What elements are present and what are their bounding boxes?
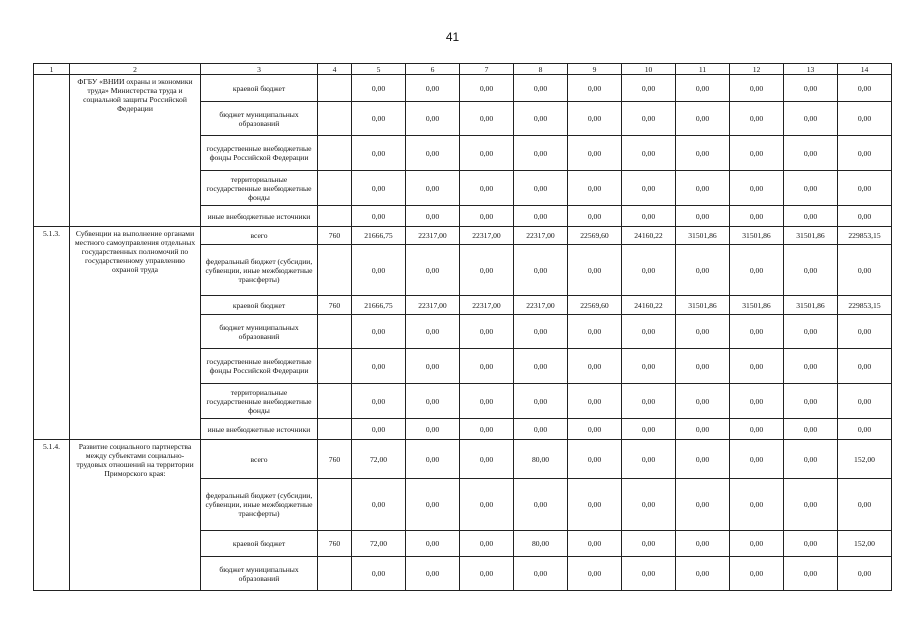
amount-cell: 0,00 [784,245,838,296]
amount-cell: 0,00 [460,440,514,479]
funding-source: иные внебюджетные источники [201,206,318,227]
amount-cell: 0,00 [622,102,676,136]
amount-cell: 0,00 [568,557,622,591]
funding-source: территориальные государственные внебюджетные фонды [201,171,318,206]
amount-cell: 0,00 [568,349,622,384]
amount-cell: 0,00 [514,136,568,171]
amount-cell: 0,00 [622,206,676,227]
amount-cell: 31501,86 [730,296,784,315]
amount-cell: 0,00 [784,75,838,102]
amount-cell: 0,00 [460,349,514,384]
page-number: 41 [445,30,460,44]
amount-cell: 0,00 [676,479,730,531]
amount-cell: 0,00 [406,384,460,419]
budget-code [318,479,352,531]
budget-code [318,171,352,206]
amount-cell: 0,00 [676,349,730,384]
amount-cell: 0,00 [514,102,568,136]
amount-cell: 0,00 [730,557,784,591]
column-header: 8 [514,64,568,75]
amount-cell: 0,00 [352,479,406,531]
amount-cell: 0,00 [784,102,838,136]
amount-cell: 0,00 [784,206,838,227]
amount-cell: 80,00 [514,440,568,479]
amount-cell: 0,00 [568,531,622,557]
funding-source: федеральный бюджет (субсидии, субвенции, иные межбюджетные трансферты) [201,245,318,296]
amount-cell: 0,00 [676,315,730,349]
amount-cell: 0,00 [568,75,622,102]
amount-cell: 0,00 [568,440,622,479]
table-row [34,75,892,102]
amount-cell: 152,00 [838,440,892,479]
amount-cell: 0,00 [514,245,568,296]
amount-cell: 0,00 [460,531,514,557]
amount-cell: 0,00 [784,384,838,419]
amount-cell: 0,00 [406,171,460,206]
amount-cell: 0,00 [352,557,406,591]
amount-cell: 0,00 [730,349,784,384]
amount-cell: 0,00 [568,479,622,531]
item-number: 5.1.4. [34,440,70,591]
amount-cell: 0,00 [514,479,568,531]
budget-code [318,75,352,102]
amount-cell: 0,00 [568,419,622,440]
amount-cell: 0,00 [460,557,514,591]
column-header: 10 [622,64,676,75]
amount-cell: 0,00 [784,440,838,479]
amount-cell: 22317,00 [406,296,460,315]
amount-cell: 0,00 [784,557,838,591]
amount-cell: 0,00 [352,75,406,102]
column-header: 14 [838,64,892,75]
amount-cell: 0,00 [784,171,838,206]
column-header: 2 [70,64,201,75]
amount-cell: 0,00 [568,102,622,136]
amount-cell: 0,00 [460,171,514,206]
item-name: Развитие социального партнерства между субъектами социально-трудовых отношений на территории Приморского края: [70,440,201,591]
budget-code [318,136,352,171]
amount-cell: 0,00 [406,75,460,102]
amount-cell: 31501,86 [784,296,838,315]
amount-cell: 0,00 [514,384,568,419]
amount-cell: 0,00 [568,136,622,171]
budget-code [318,245,352,296]
amount-cell: 0,00 [460,315,514,349]
amount-cell: 0,00 [352,102,406,136]
funding-source: иные внебюджетные источники [201,419,318,440]
header-row [34,64,892,75]
amount-cell: 0,00 [352,384,406,419]
amount-cell: 31501,86 [730,227,784,245]
amount-cell: 22317,00 [460,296,514,315]
item-name: ФГБУ «ВНИИ охраны и экономики труда» Министерства труда и социальной защиты Российской Федерации [70,75,201,227]
column-header: 13 [784,64,838,75]
amount-cell: 0,00 [622,171,676,206]
funding-source: бюджет муниципальных образований [201,102,318,136]
amount-cell: 0,00 [622,479,676,531]
amount-cell: 0,00 [676,557,730,591]
amount-cell: 24160,22 [622,296,676,315]
amount-cell: 0,00 [460,245,514,296]
column-header: 6 [406,64,460,75]
amount-cell: 0,00 [730,531,784,557]
amount-cell: 0,00 [730,384,784,419]
amount-cell: 0,00 [514,419,568,440]
amount-cell: 21666,75 [352,227,406,245]
amount-cell: 0,00 [730,315,784,349]
amount-cell: 0,00 [406,419,460,440]
amount-cell: 0,00 [784,419,838,440]
budget-code: 760 [318,227,352,245]
amount-cell: 0,00 [730,171,784,206]
amount-cell: 0,00 [514,557,568,591]
amount-cell: 0,00 [784,136,838,171]
column-header: 3 [201,64,318,75]
amount-cell: 0,00 [838,206,892,227]
amount-cell: 0,00 [622,384,676,419]
amount-cell: 0,00 [406,206,460,227]
budget-table [33,63,892,591]
amount-cell: 31501,86 [676,296,730,315]
item-number [34,75,70,227]
amount-cell: 0,00 [838,171,892,206]
funding-source: краевой бюджет [201,296,318,315]
amount-cell: 0,00 [406,440,460,479]
amount-cell: 72,00 [352,531,406,557]
amount-cell: 0,00 [838,75,892,102]
column-header: 7 [460,64,514,75]
amount-cell: 0,00 [460,102,514,136]
amount-cell: 0,00 [568,206,622,227]
column-header: 9 [568,64,622,75]
amount-cell: 0,00 [730,245,784,296]
amount-cell: 0,00 [838,419,892,440]
amount-cell: 0,00 [676,206,730,227]
amount-cell: 72,00 [352,440,406,479]
amount-cell: 0,00 [676,384,730,419]
budget-code [318,557,352,591]
amount-cell: 0,00 [622,557,676,591]
column-header: 12 [730,64,784,75]
amount-cell: 0,00 [514,206,568,227]
budget-code [318,384,352,419]
funding-source: бюджет муниципальных образований [201,557,318,591]
amount-cell: 0,00 [568,245,622,296]
amount-cell: 0,00 [730,136,784,171]
amount-cell: 0,00 [352,315,406,349]
amount-cell: 0,00 [676,419,730,440]
amount-cell: 0,00 [460,419,514,440]
amount-cell: 0,00 [460,75,514,102]
amount-cell: 0,00 [838,136,892,171]
amount-cell: 31501,86 [784,227,838,245]
amount-cell: 0,00 [622,75,676,102]
budget-code: 760 [318,296,352,315]
amount-cell: 0,00 [460,384,514,419]
amount-cell: 0,00 [460,136,514,171]
amount-cell: 22569,60 [568,227,622,245]
amount-cell: 0,00 [406,102,460,136]
amount-cell: 0,00 [568,171,622,206]
amount-cell: 0,00 [352,136,406,171]
amount-cell: 0,00 [676,531,730,557]
amount-cell: 0,00 [406,349,460,384]
amount-cell: 0,00 [730,440,784,479]
amount-cell: 229853,15 [838,296,892,315]
amount-cell: 21666,75 [352,296,406,315]
amount-cell: 0,00 [352,206,406,227]
amount-cell: 152,00 [838,531,892,557]
amount-cell: 22317,00 [406,227,460,245]
amount-cell: 22317,00 [460,227,514,245]
amount-cell: 0,00 [730,479,784,531]
amount-cell: 0,00 [838,245,892,296]
amount-cell: 0,00 [622,440,676,479]
column-header: 5 [352,64,406,75]
amount-cell: 0,00 [838,349,892,384]
amount-cell: 24160,22 [622,227,676,245]
amount-cell: 0,00 [514,75,568,102]
funding-source: краевой бюджет [201,531,318,557]
amount-cell: 0,00 [406,136,460,171]
amount-cell: 0,00 [784,479,838,531]
amount-cell: 0,00 [406,531,460,557]
funding-source: всего [201,440,318,479]
amount-cell: 22317,00 [514,296,568,315]
amount-cell: 0,00 [352,419,406,440]
amount-cell: 0,00 [730,206,784,227]
amount-cell: 80,00 [514,531,568,557]
amount-cell: 0,00 [676,245,730,296]
amount-cell: 0,00 [730,419,784,440]
amount-cell: 0,00 [784,349,838,384]
item-number: 5.1.3. [34,227,70,440]
amount-cell: 0,00 [730,75,784,102]
amount-cell: 229853,15 [838,227,892,245]
budget-code: 760 [318,531,352,557]
amount-cell: 0,00 [838,102,892,136]
amount-cell: 0,00 [730,102,784,136]
amount-cell: 0,00 [676,102,730,136]
table-row [34,440,892,479]
amount-cell: 0,00 [838,557,892,591]
funding-source: государственные внебюджетные фонды Российской Федерации [201,349,318,384]
amount-cell: 0,00 [352,349,406,384]
funding-source: краевой бюджет [201,75,318,102]
amount-cell: 0,00 [676,171,730,206]
amount-cell: 0,00 [676,75,730,102]
amount-cell: 0,00 [406,245,460,296]
amount-cell: 0,00 [622,419,676,440]
amount-cell: 0,00 [568,384,622,419]
amount-cell: 0,00 [676,136,730,171]
budget-code: 760 [318,440,352,479]
amount-cell: 0,00 [622,531,676,557]
amount-cell: 31501,86 [676,227,730,245]
funding-source: территориальные государственные внебюджетные фонды [201,384,318,419]
budget-code [318,315,352,349]
funding-source: бюджет муниципальных образований [201,315,318,349]
funding-source: государственные внебюджетные фонды Российской Федерации [201,136,318,171]
amount-cell: 0,00 [460,206,514,227]
amount-cell: 22569,60 [568,296,622,315]
budget-code [318,419,352,440]
amount-cell: 0,00 [514,315,568,349]
amount-cell: 0,00 [514,349,568,384]
amount-cell: 0,00 [838,479,892,531]
amount-cell: 0,00 [676,440,730,479]
amount-cell: 0,00 [622,315,676,349]
budget-code [318,206,352,227]
amount-cell: 0,00 [460,479,514,531]
amount-cell: 0,00 [514,171,568,206]
amount-cell: 0,00 [352,245,406,296]
amount-cell: 0,00 [622,245,676,296]
funding-source: всего [201,227,318,245]
amount-cell: 0,00 [406,315,460,349]
amount-cell: 0,00 [406,479,460,531]
amount-cell: 0,00 [784,531,838,557]
budget-code [318,102,352,136]
amount-cell: 0,00 [622,349,676,384]
column-header: 11 [676,64,730,75]
column-header: 4 [318,64,352,75]
amount-cell: 0,00 [568,315,622,349]
column-header: 1 [34,64,70,75]
amount-cell: 0,00 [352,171,406,206]
amount-cell: 0,00 [622,136,676,171]
amount-cell: 22317,00 [514,227,568,245]
budget-code [318,349,352,384]
table-row [34,227,892,245]
table-body [34,64,892,591]
funding-source: федеральный бюджет (субсидии, субвенции, иные межбюджетные трансферты) [201,479,318,531]
amount-cell: 0,00 [406,557,460,591]
amount-cell: 0,00 [838,384,892,419]
amount-cell: 0,00 [838,315,892,349]
amount-cell: 0,00 [784,315,838,349]
item-name: Субвенции на выполнение органами местного самоуправления отдельных государственных полномочий по государственному управлению охраной труда [70,227,201,440]
